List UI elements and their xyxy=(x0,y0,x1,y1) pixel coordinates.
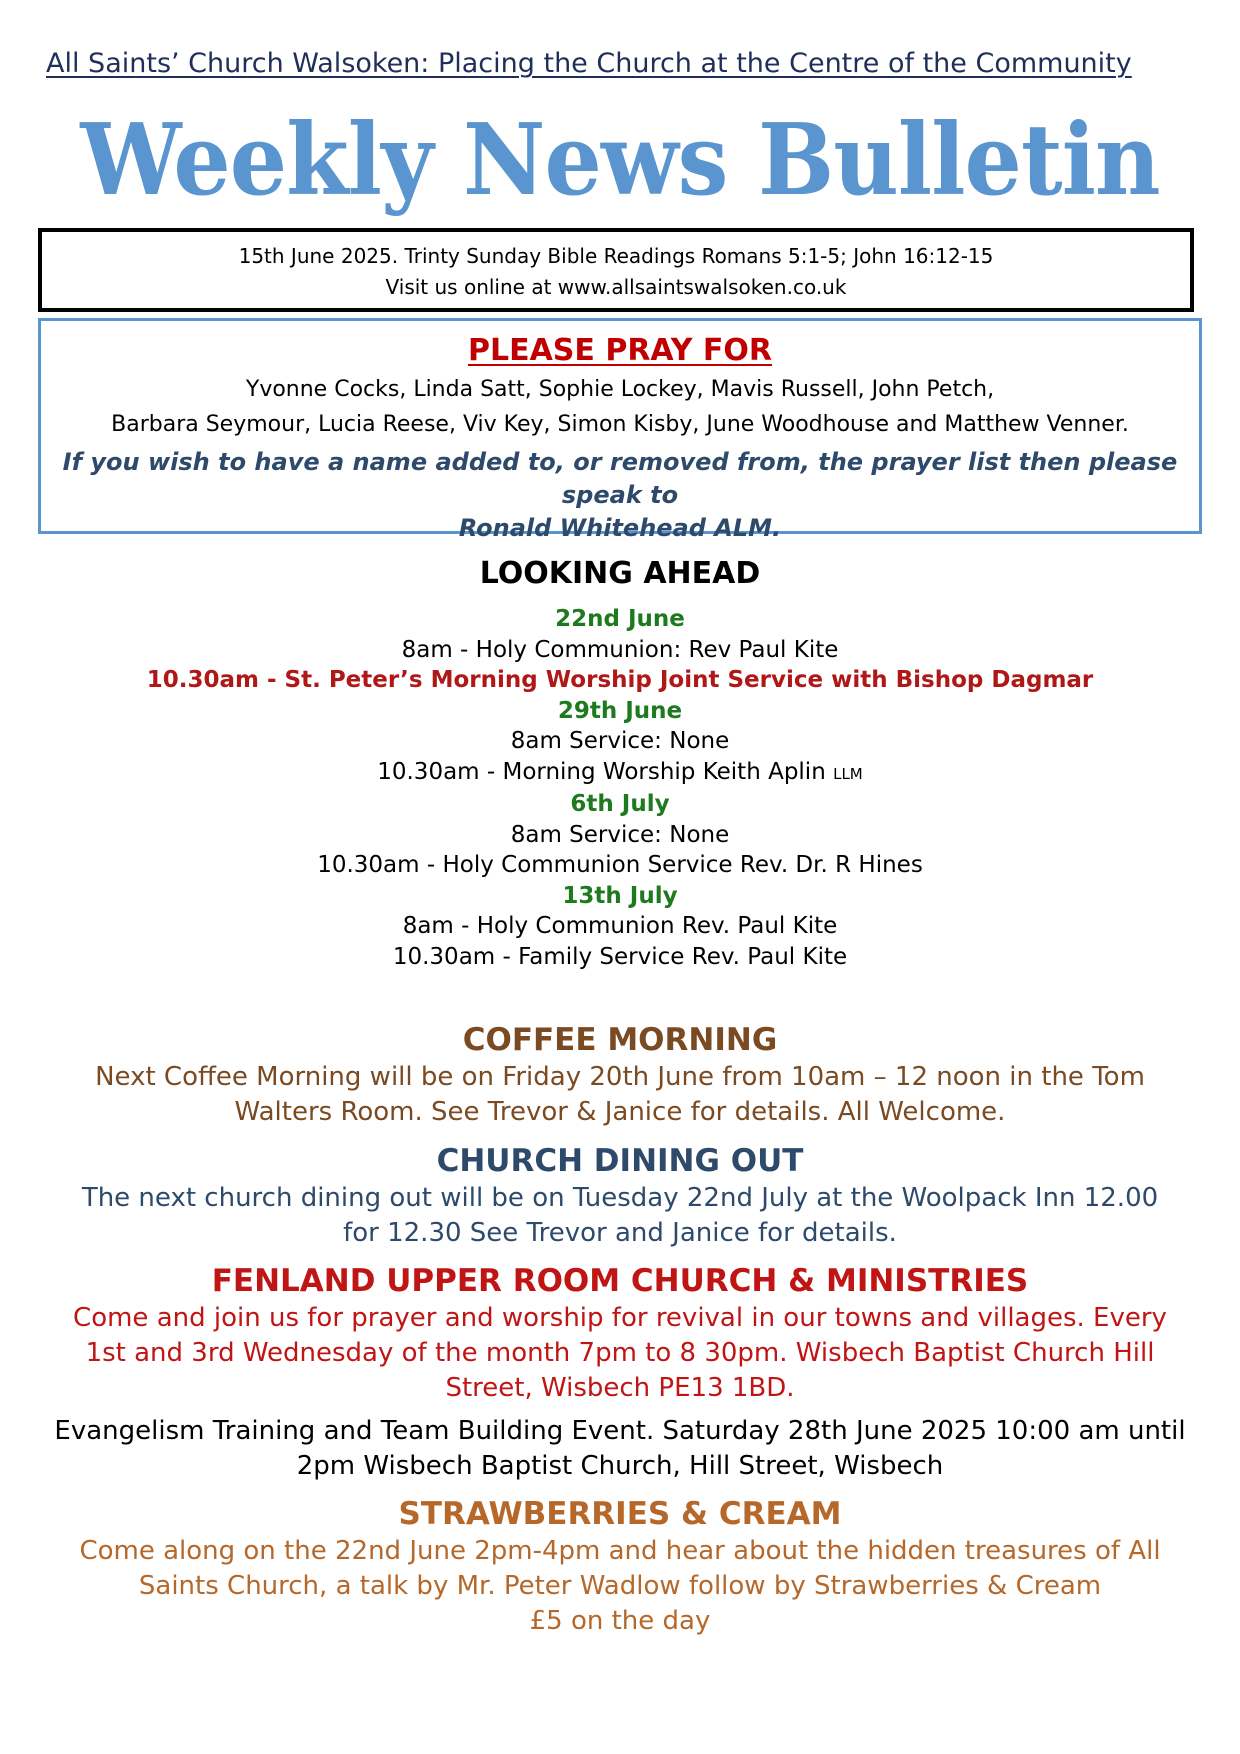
prayer-note-line: If you wish to have a name added to, or removed from, the prayer list then please speak to xyxy=(62,448,1178,509)
schedule-item: 8am Service: None xyxy=(510,728,730,754)
schedule-item-row xyxy=(0,757,1240,790)
dining-out-heading: CHURCH DINING OUT xyxy=(436,1143,804,1179)
bulletin-title: Weekly News Bulletin xyxy=(80,103,1160,218)
dining-out-section xyxy=(0,1141,1240,1251)
church-tagline: All Saints’ Church Walsoken: Placing the Church at the Centre of the Community xyxy=(46,48,1132,79)
schedule-date: 13th July xyxy=(562,882,678,909)
website-line: Visit us online at www.allsaintswalsoken.co.uk xyxy=(385,275,847,299)
strawberries-section xyxy=(0,1494,1240,1639)
schedule-item: 8am - Holy Communion: Rev Paul Kite xyxy=(401,636,839,663)
schedule-item-highlight: 10.30am - St. Peter’s Morning Worship Joint Service with Bishop Dagmar xyxy=(146,667,1094,693)
fenland-text: Street, Wisbech PE13 1BD. xyxy=(445,1373,795,1403)
readings-line: 15th June 2025. Trinty Sunday Bible Readings Romans 5:1-5; John 16:12-15 xyxy=(238,244,994,268)
strawberries-text: Saints Church, a talk by Mr. Peter Wadlow follow by Strawberries & Cream xyxy=(138,1571,1102,1601)
coffee-morning-text: Walters Room. See Trevor & Janice for details. All Welcome. xyxy=(234,1097,1006,1127)
schedule-item: 8am - Holy Communion Rev. Paul Kite xyxy=(402,913,838,939)
readings-info-box xyxy=(38,228,1194,312)
schedule-item: 10.30am - Morning Worship Keith Aplin xyxy=(377,758,826,785)
dining-out-text: The next church dining out will be on Tuesday 22nd July at the Woolpack Inn 12.00 xyxy=(81,1183,1159,1213)
schedule-item: 8am Service: None xyxy=(510,821,730,848)
prayer-names xyxy=(41,372,1199,442)
schedule-date: 22nd June xyxy=(555,606,685,632)
prayer-note xyxy=(41,446,1199,545)
schedule-item-suffix: LLM xyxy=(833,764,863,783)
coffee-morning-section xyxy=(0,1020,1240,1130)
dining-out-text: for 12.30 See Trevor and Janice for details. xyxy=(343,1218,897,1248)
strawberries-text: Come along on the 22nd June 2pm-4pm and hear about the hidden treasures of All xyxy=(79,1536,1161,1566)
fenland-text: 1st and 3rd Wednesday of the month 7pm to 8 30pm. Wisbech Baptist Church Hill xyxy=(85,1338,1155,1368)
strawberries-text: £5 on the day xyxy=(529,1606,711,1636)
evangelism-text: Evangelism Training and Team Building Event. Saturday 28th June 2025 10:00 am until xyxy=(54,1416,1186,1446)
strawberries-heading: STRAWBERRIES & CREAM xyxy=(398,1496,842,1532)
schedule-item: 10.30am - Family Service Rev. Paul Kite xyxy=(392,943,848,970)
prayer-names-line: Yvonne Cocks, Linda Satt, Sophie Lockey, Mavis Russell, John Petch, xyxy=(245,377,995,402)
fenland-section xyxy=(0,1261,1240,1406)
schedule-date: 6th July xyxy=(570,791,670,817)
coffee-morning-heading: COFFEE MORNING xyxy=(462,1022,778,1058)
evangelism-text: 2pm Wisbech Baptist Church, Hill Street, Wisbech xyxy=(296,1451,944,1481)
looking-ahead-heading: LOOKING AHEAD xyxy=(479,556,761,591)
prayer-names-line: Barbara Seymour, Lucia Reese, Viv Key, Simon Kisby, June Woodhouse and Matthew Venner. xyxy=(111,412,1129,437)
fenland-heading: FENLAND UPPER ROOM CHURCH & MINISTRIES xyxy=(211,1263,1029,1299)
schedule-item: 10.30am - Holy Communion Service Rev. Dr. R Hines xyxy=(317,852,923,878)
prayer-box xyxy=(38,318,1202,542)
schedule-date: 29th June xyxy=(557,697,683,724)
evangelism-section xyxy=(0,1414,1240,1484)
prayer-note-line: Ronald Whitehead ALM. xyxy=(458,514,782,542)
coffee-morning-text: Next Coffee Morning will be on Friday 20th June from 10am – 12 noon in the Tom xyxy=(95,1062,1145,1092)
prayer-heading: PLEASE PRAY FOR xyxy=(467,333,773,368)
service-schedule xyxy=(0,604,1240,972)
fenland-text: Come and join us for prayer and worship for revival in our towns and villages. Every xyxy=(73,1303,1167,1333)
